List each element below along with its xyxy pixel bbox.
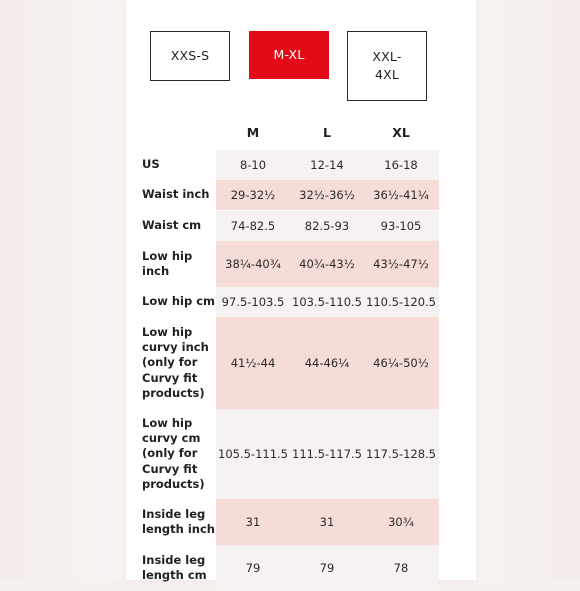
row-label: Low hip cm: [142, 294, 216, 309]
row-label: Low hip curvy cm (only for Curvy fit products): [142, 415, 205, 491]
table-cell: 40¾-43½: [299, 257, 355, 271]
table-cell: 43½-47½: [373, 257, 429, 271]
size-option-m-xl[interactable]: [249, 31, 329, 79]
row-label: Inside leg length inch: [142, 506, 215, 536]
table-cell: 8-10: [239, 158, 267, 172]
table-cell: 12-14: [310, 158, 344, 172]
table-cell: 78: [393, 561, 409, 575]
row-label: Low hip curvy inch (only for Curvy fit products): [142, 324, 209, 400]
size-option-xxs-s[interactable]: [150, 31, 230, 81]
table-cell: 103.5-110.5: [292, 295, 362, 309]
table-cell: 93-105: [380, 219, 422, 233]
table-cell: 117.5-128.5: [366, 447, 436, 461]
row-label: US: [142, 157, 160, 172]
table-cell: 31: [319, 515, 335, 529]
table-cell: 79: [319, 561, 335, 575]
size-option-xxl-4xl[interactable]: [347, 31, 427, 101]
row-label: Inside leg length cm: [142, 552, 207, 582]
table-cell: 38¼-40¾: [225, 257, 281, 271]
table-cell: 110.5-120.5: [366, 295, 436, 309]
column-header-xl: XL: [392, 125, 410, 140]
row-label: Waist inch: [142, 187, 210, 202]
table-cell: 111.5-117.5: [292, 447, 362, 461]
table-cell: 46¼-50½: [373, 356, 429, 370]
table-cell: 31: [245, 515, 261, 529]
table-cell: 30¾: [388, 515, 414, 529]
table-cell: 97.5-103.5: [221, 295, 285, 309]
table-cell: 32½-36½: [299, 188, 355, 202]
table-cell: 16-18: [384, 158, 418, 172]
table-cell: 79: [245, 561, 261, 575]
row-label: Low hip inch: [142, 248, 193, 278]
size-option-label: XXL- 4XL: [372, 49, 402, 82]
table-cell: 44-46¼: [304, 356, 350, 370]
table-cell: 74-82.5: [230, 219, 276, 233]
size-option-label: M-XL: [273, 47, 305, 62]
table-cell: 41½-44: [230, 356, 276, 370]
size-option-label: XXS-S: [170, 48, 210, 63]
row-label: Waist cm: [142, 218, 202, 233]
table-cell: 29-32½: [230, 188, 276, 202]
column-header-m: M: [246, 125, 260, 140]
table-cell: 36½-41¼: [373, 188, 429, 202]
table-cell: 82.5-93: [304, 219, 350, 233]
table-cell: 105.5-111.5: [218, 447, 288, 461]
column-header-l: L: [323, 125, 331, 140]
